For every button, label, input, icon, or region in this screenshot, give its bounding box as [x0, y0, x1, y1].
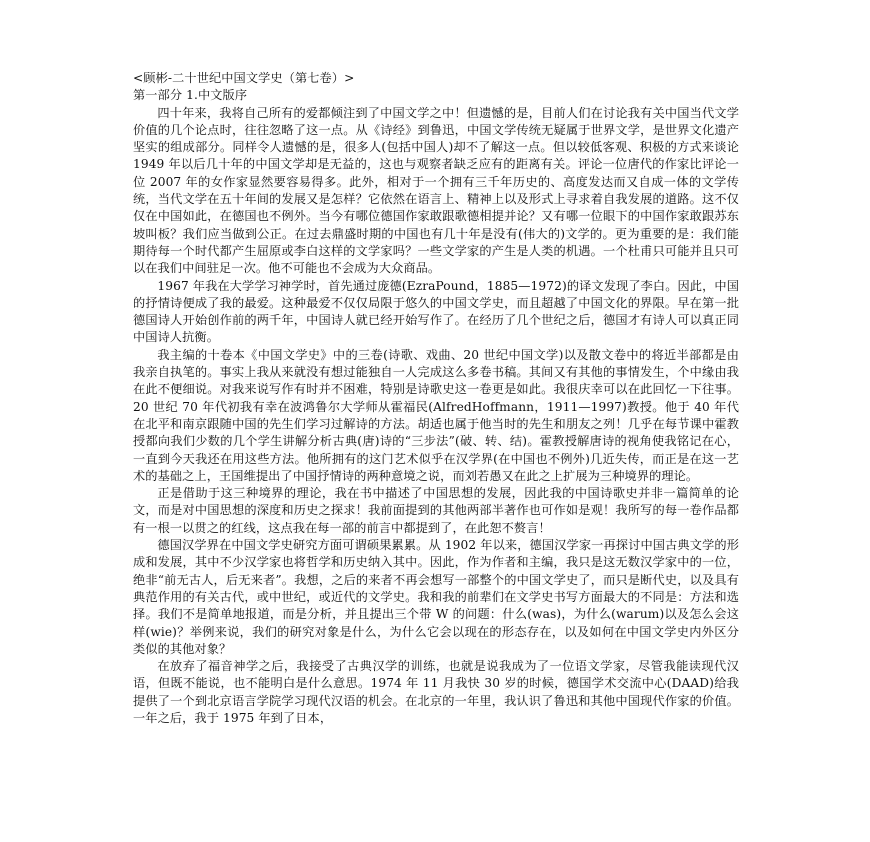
section-heading: 第一部分 1.中文版序	[133, 88, 248, 103]
paragraph-5: 德国汉学界在中国文学史研究方面可谓硕果累累。从 1902 年以来，德国汉学家一再探讨中国古典文学的形成和发展，其中不少汉学家也将哲学和历史纳入其中。因此，作为作者和主编，我只是这无数汉学家中的一位，绝非“前无古人，后无来者”。我想，之后的来者不再会想写一部整个的中国文学史了，而只是断代史，以及具有典范作用的有关古代，或中世纪，或近代的文学史。我和我的前辈们在文学史书写方面最大的不同是：方法和选择。我们不是简单地报道，而是分析，并且提出三个带 W 的问题：什么(was)，为什么(warum)以及怎么会这样(wie)？举例来说，我们的研究对象是什么，为什么它会以现在的形态存在，以及如何在中国文学史内外区分类似的其他对象？	[133, 538, 739, 656]
paragraph-1: 四十年来，我将自己所有的爱都倾注到了中国文学之中！但遗憾的是，目前人们在讨论我有关中国当代文学价值的几个论点时，往往忽略了这一点。从《诗经》到鲁迅，中国文学传统无疑属于世界文学，是世界文化遗产坚实的组成部分。同样令人遗憾的是，很多人(包括中国人)却不了解这一点。但以较低客观、积极的方式来谈论 1949 年以后几十年的中国文学却是无益的，这也与观察者缺乏应有的距离有关。评论一位唐代的作家比评论一位 2007 年的女作家显然要容易得多。此外，相对于一个拥有三千年历史的、高度发达而又自成一体的文学传统，当代文学在五十年间的发展又是怎样？它依然在语言上、精神上以及形式上寻求着自我发展的道路。这不仅仅在中国如此，在德国也不例外。当今有哪位德国作家敢跟歌德相提并论？又有哪一位眼下的中国作家敢跟苏东坡叫板？我们应当做到公正。在过去鼎盛时期的中国也有几十年是没有(伟大的)文学的。更为重要的是：我们能期待每一个时代都产生屈原或李白这样的文学家吗？一些文学家的产生是人类的机遇。一个杜甫只可能并且只可以在我们中间驻足一次。他不可能也不会成为大众商品。	[133, 105, 739, 276]
document-title: <顾彬-二十世纪中国文学史（第七卷）>	[133, 71, 355, 85]
document-body	[133, 70, 739, 727]
paragraph-2: 1967 年我在大学学习神学时，首先通过庞德(EzraPound，1885—1972)的译文发现了李白。因此，中国的抒情诗便成了我的最爱。这种最爱不仅仅局限于悠久的中国文学史，而且超越了中国文化的界限。早在第一批德国诗人开始创作前的两千年，中国诗人就已经开始写作了。在经历了几个世纪之后，德国才有诗人可以真正同中国诗人抗衡。	[133, 278, 739, 345]
paragraph-3: 我主编的十卷本《中国文学史》中的三卷(诗歌、戏曲、20 世纪中国文学)以及散文卷中的将近半部都是由我亲自执笔的。事实上我从来就没有想过能独自一人完成这么多卷书稿。其间又有其他的事情发生，个中缘由我在此不便细说。对我来说写作有时并不困难，特别是诗歌史这一卷更是如此。我很庆幸可以在此回忆一下往事。20 世纪 70 年代初我有幸在波鸿鲁尔大学师从霍福民(AlfredHoffmann，1911—1997)教授。他于 40 年代在北平和南京跟随中国的先生们学习过解诗的方法。胡适也属于他当时的先生和朋友之列！几乎在每节课中霍教授都向我们少数的几个学生讲解分析古典(唐)诗的“三步法”(破、转、结)。霍教授解唐诗的视角使我铭记在心，一直到今天我还在用这些方法。他所拥有的这门艺术似乎在汉学界(在中国也不例外)几近失传，而正是在这一艺术的基础之上，王国维提出了中国抒情诗的两种意境之说，而刘若愚又在此之上扩展为三种境界的理论。	[133, 347, 739, 483]
paragraph-4: 正是借助于这三种境界的理论，我在书中描述了中国思想的发展，因此我的中国诗歌史并非一篇简单的论文，而是对中国思想的深度和历史之探求！我前面提到的其他两部半著作也可作如是观！我所写的每一卷作品都有一根一以贯之的红线，这点我在每一部的前言中都提到了，在此恕不赘言！	[133, 486, 739, 535]
paragraph-6: 在放弃了福音神学之后，我接受了古典汉学的训练，也就是说我成为了一位语文学家，尽管我能读现代汉语，但既不能说，也不能明白是什么意思。1974 年 11 月我快 30 岁的时候，德国学术交流中心(DAAD)给我提供了一个到北京语言学院学习现代汉语的机会。在北京的一年里，我认识了鲁迅和其他中国现代作家的价值。一年之后，我于 1975 年到了日本，	[133, 659, 739, 725]
